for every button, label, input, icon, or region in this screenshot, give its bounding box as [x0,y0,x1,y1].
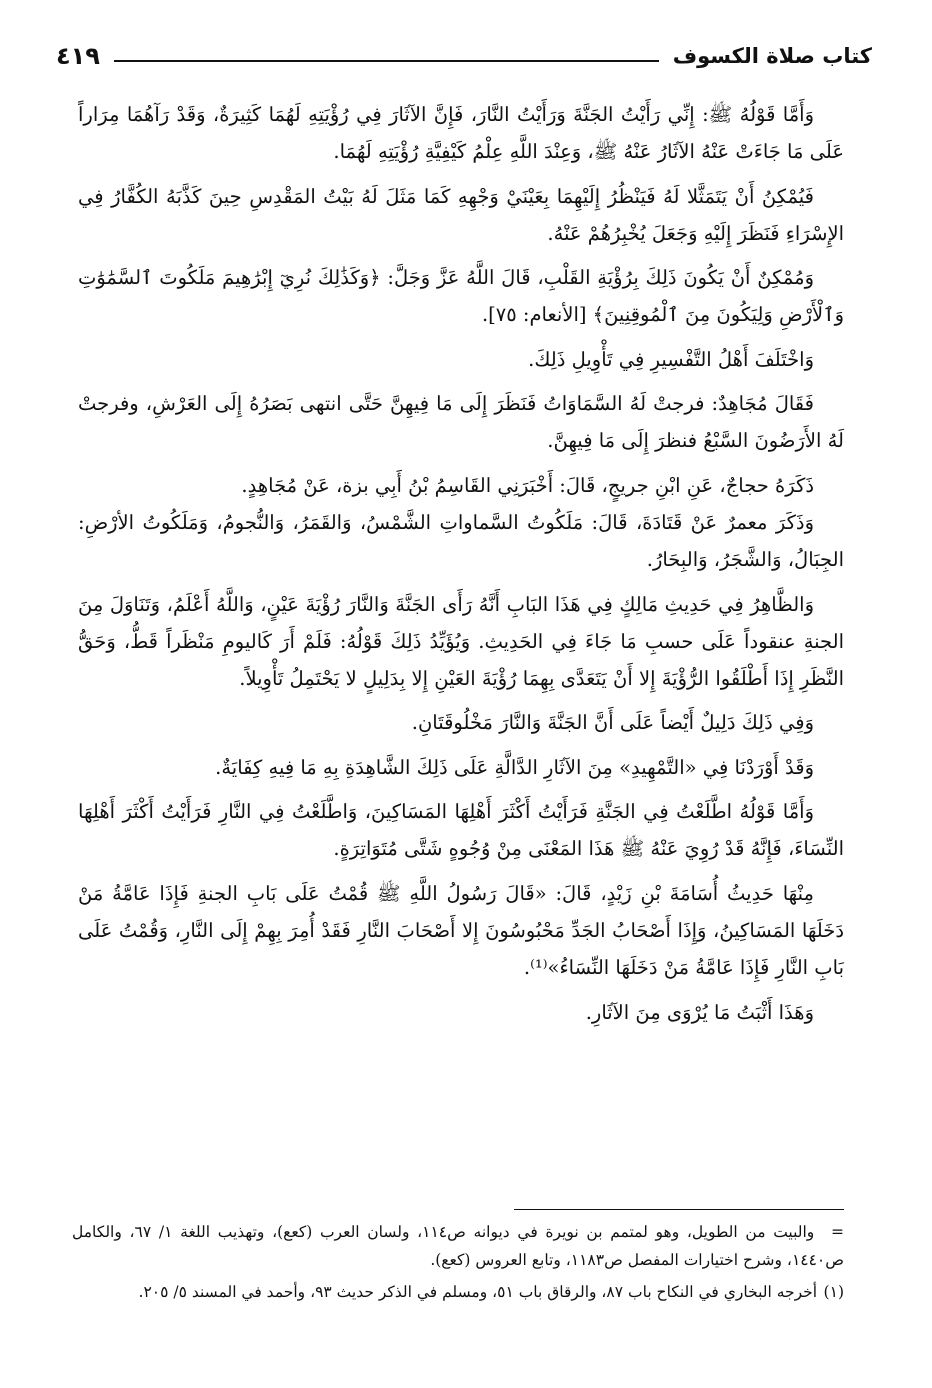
paragraph: ذَكَرَهُ حجاجٌ، عَنِ ابْنِ جريجٍ، قَالَ: أَخْبَرَنِي القَاسِمُ بْنُ أَبِي بزة، عَنْ مُجَاهِدٍ. [241,473,814,497]
page-number: ٤١٩ [56,42,100,70]
paragraph: وَاخْتَلَفَ أَهْلُ التَّفْسِيرِ فِي تَأْوِيلِ ذَلِكَ. [528,347,814,371]
paragraph: وَمُمْكِنٌ أَنْ يَكُونَ ذَلِكَ بِرُؤْيَةِ القَلْبِ، قَالَ اللَّهُ عَزَّ وَجَلَّ: ﴿وَكَذَٰلِكَ نُرِيٓ إِبْرَٰهِيمَ مَلَكُوتَ ٱلسَّمَٰوَٰتِ وَٱلْأَرْضِ وَلِيَكُونَ مِنَ ٱلْمُوقِنِينَ﴾ [الأنعام: ٧٥]. [78,266,844,327]
footnotes [72,1218,844,1310]
paragraph: فَيُمْكِنُ أَنْ يَتَمَثَّلا لَهُ فَيَنْظُرُ إِلَيْهِمَا بِعَيْنَيْ وَجْهِهِ كَمَا مَثَلَ لَهُ بَيْتُ المَقْدِسِ حِينَ كَذَّبَهُ الكُفَّارُ فِي الإِسْرَاءِ فَنَظَرَ إِلَيْهِ وَجَعَلَ يُخْبِرُهُمْ عَنْهُ. [78,184,844,245]
header-rule [114,60,659,62]
book-section-title: كتاب صلاة الكسوف [672,44,872,68]
paragraph: وَهَذَا أَثْبَتُ مَا يُرْوَى مِنَ الآثَارِ. [585,1000,814,1024]
running-header [56,26,872,70]
main-text [78,96,844,1038]
paragraph: وَقَدْ أَوْرَدْنَا فِي «التَّمْهِيدِ» مِنَ الآثَارِ الدَّالَّةِ عَلَى ذَلِكَ الشَّاهِدَةِ بِهِ مَا فِيهِ كِفَايَةٌ. [215,755,814,779]
paragraph: وَذَكَرَ معمرٌ عَنْ قَتَادَةَ، قَالَ: مَلَكُوتُ السَّماواتِ الشَّمْسُ، وَالقَمَرُ، وَالنُّجومُ، وَمَلَكُوتُ الأرْضِ: الجِبَالُ، وَالشَّجَرُ، وَالبِحَارُ. [78,510,844,572]
paragraph: مِنْهَا حَدِيثُ أُسَامَةَ بْنِ زَيْدٍ، قَالَ: «قَالَ رَسُولُ اللَّهِ ﷺ قُمْتُ عَلَى بَابِ الجنةِ فَإِذَا عَامَّةُ مَنْ دَخَلَهَا المَسَاكِينُ، وَإِذَا أَصْحَابُ الجَدِّ مَحْبُوسُونَ إِلا أَصْحَابَ النَّارِ فَقَدْ أُمِرَ بِهِمْ إِلَى النَّارِ، وَقُمْتُ عَلَى بَابِ النَّارِ فَإِذَا عَامَّةُ مَنْ دَخَلَهَا النِّسَاءُ»⁽¹⁾. [78,881,844,980]
paragraph: وَأَمَّا قَوْلُهُ ﷺ: إِنِّي رَأَيْتُ الجَنَّةَ وَرَأَيْتُ النَّارَ، فَإِنَّ الآثَارَ فِي رُؤْيَتِهِ لَهُمَا كَثِيرَةٌ، وَقَدْ رَآهُمَا مِرَاراً عَلَى مَا جَاءَتْ عَنْهُ الآثَارُ عَنْهُ ﷺ، وَعِنْدَ اللَّهِ عِلْمُ كَيْفِيَّةِ رُؤْيَتِهِ لَهُمَا. [78,103,844,164]
footnote-mark: (١) [823,1283,844,1301]
footnote-separator [514,1209,844,1210]
paragraph: وَفِي ذَلِكَ دَلِيلٌ أَيْضاً عَلَى أَنَّ الجَنَّةَ وَالنَّارَ مَخْلُوقَتَانِ. [411,711,814,735]
footnote [72,1218,844,1274]
paragraph: فَقَالَ مُجَاهِدٌ: فرجتْ لَهُ السَّمَاوَاتُ فَنَظَرَ إِلَى مَا فِيهِنَّ حَتَّى انتهى بَصَرُهُ إِلَى العَرْشِ، وفرجتْ لَهُ الأَرَضُونَ السَّبْعُ فنظرَ إِلَى مَا فِيهِنَّ. [78,392,844,453]
footnote [72,1278,844,1306]
paragraph: وَأَمَّا قَوْلُهُ اطَّلَعْتُ فِي الجَنَّةِ فَرَأَيْتُ أَكْثَرَ أَهْلِهَا المَسَاكِينَ، وَاطَّلَعْتُ فِي النَّارِ فَرَأَيْتُ أَكْثَرَ أَهْلِهَا النِّسَاءَ، فَإِنَّهُ قَدْ رُوِيَ عَنْهُ ﷺ هَذَا المَعْنَى مِنْ وُجُوهٍ شَتَّى مُتَوَاتِرَةٍ. [78,800,844,861]
footnote-text: أخرجه البخاري في النكاح باب ٨٧، والرقاق باب ٥١، ومسلم في الذكر حديث ٩٣، وأحمد في المسند ٥/ ٢٠٥. [138,1283,818,1301]
footnote-mark: = [830,1223,844,1241]
paragraph: وَالظَّاهِرُ فِي حَدِيثِ مَالِكٍ فِي هَذَا البَابِ أَنَّهُ رَأَى الجَنَّةَ وَالنَّارَ رُؤْيَةَ عَيْنٍ، وَاللَّهُ أَعْلَمُ، وَتَنَاوَلَ مِنَ الجنةِ عنقوداً عَلَى حسبِ مَا جَاءَ فِي الحَدِيثِ. وَيُؤَيِّدُ ذَلِكَ قَوْلُهُ: فَلَمْ أَرَ كَاليومِ مَنْظَراً قَطُّ، وَحَقُّ النَّظَرِ إِذَا أَطْلَقُوا الرُّؤْيَةَ إِلا أَنْ يَتَعَدَّى بِهِمَا رُؤْيَةَ العَيْنِ إِلا بِدَلِيلٍ لا يَحْتَمِلُ تَأْوِيلاً. [78,592,844,691]
footnote-text: والبيت من الطويل، وهو لمتمم بن نويرة في ديوانه ص١١٤، ولسان العرب (كعع)، وتهذيب اللغة ١/ ٦٧، والكامل ص١٤٤٠، وشرح اختيارات المفصل ص١١٨٣، وتابع العروس (كعع). [72,1223,844,1269]
